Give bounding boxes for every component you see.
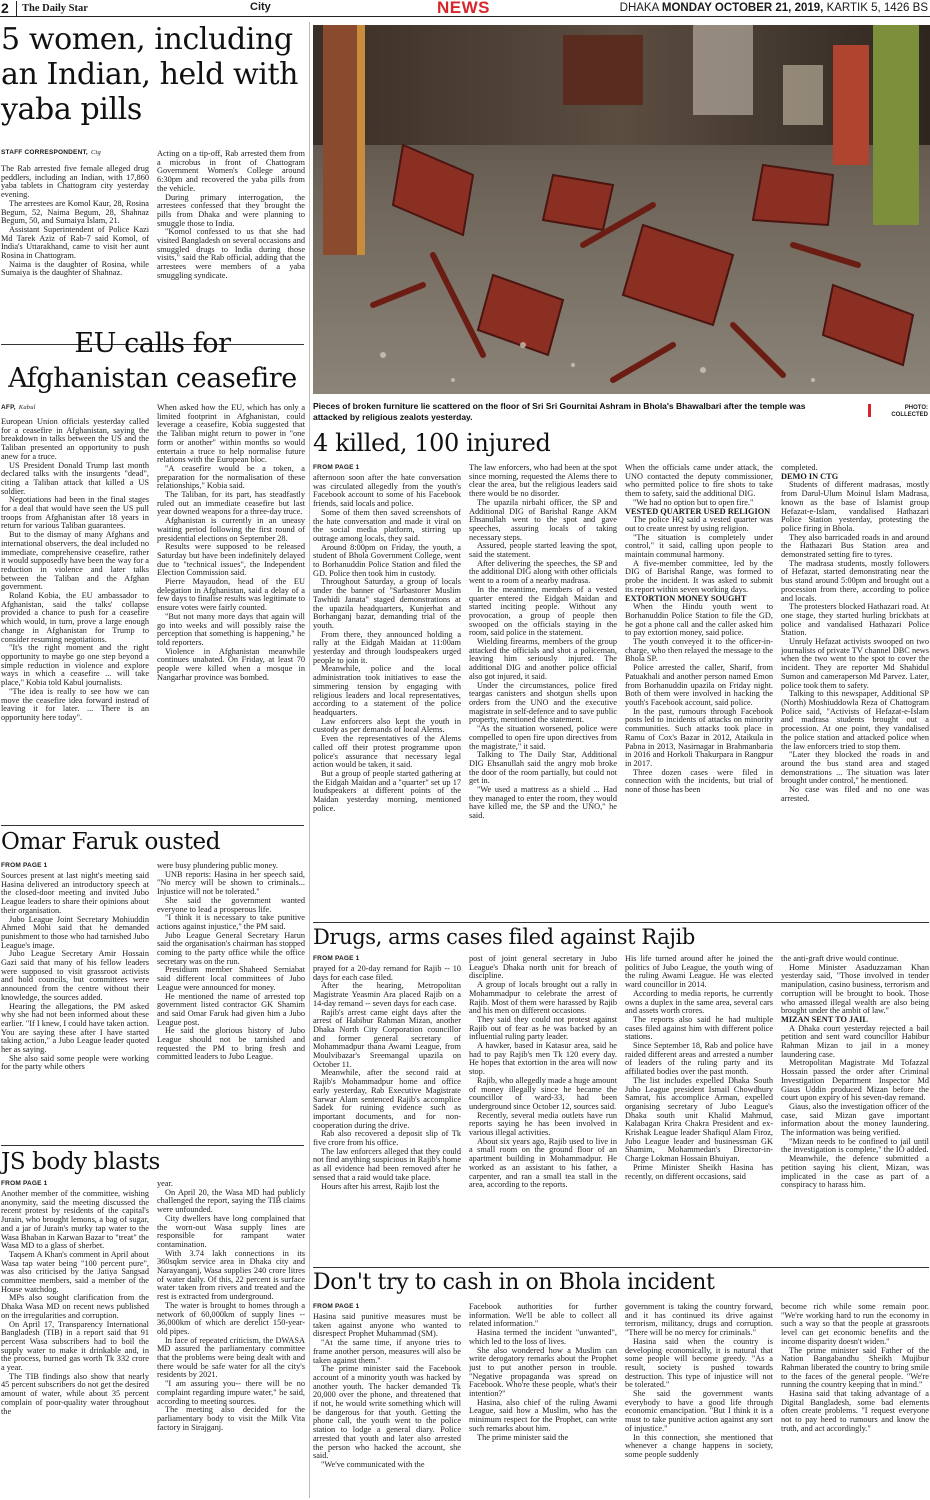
paragraph: Hasina said that taking advantage of a Digital Bangladesh, some bad elements often create problems. "I request everyone not to pay heed to rumours and know the truth, and act accordingly.": [781, 1389, 929, 1433]
paper-logo: The Daily Star: [16, 1, 88, 16]
paragraph: "Komol confessed to us that she had visited Bangladesh on several occasions and smuggled drugs to India during those visits," said the Rab official, adding that the arrestees were members of a yaba smuggling syndicate.: [157, 227, 305, 280]
paragraph: When the Hindu youth went to Borhanuddin Police Station to file the GD, he got a phone call and the caller asked him to pay extortion money, said police.: [625, 602, 773, 638]
js-headline: JS body blasts: [1, 1149, 160, 1175]
bhola-col-2: [469, 1303, 617, 1498]
paragraph: A group of locals brought out a rally in Mohammadpur to celebrate the arrest of Rajib. Most of them were harassed by Rajib and his men on different occasions.: [469, 980, 617, 1016]
omar-col-2: [157, 862, 305, 1142]
paragraph: The water is brought to homes through a network of 60,000km of supply lines -- 36,000km of which are derelict 150-year-old pipes.: [157, 1300, 305, 1336]
paragraph: post of joint general secretary in Jubo League's Dhaka north unit for breach of discipline.: [469, 955, 617, 981]
paragraph: Unruly Hefazat activists swooped on two journalists of private TV channel DBC news when the two went to the spot to cover the incident. They are reporter Md Shahidul Sumon and cameraperson Md Parvez. Later, police took them to safety.: [781, 637, 929, 690]
paragraph: On April 20, the Wasa MD had publicly challenged the report, saying the TIB claims were unfounded.: [157, 1187, 305, 1215]
js-col-1: [1, 1190, 149, 1498]
bhola-col-1: [313, 1313, 461, 1498]
paragraph: Around 8:00pm on Friday, the youth, a student of Bhola Government College, went to Borhanuddin Police Station and filed the GD. Police then took him in custody.: [313, 542, 461, 578]
divider: [1, 825, 304, 826]
eu-headline: EU calls for Afghanistan ceasefire: [8, 328, 297, 394]
paragraph: On April 17, Transparency International Bangladesh (TIB) in a report said that 91 percent Wasa subscribers had to boil the supply water to make it drinkable and, in the process, burned gas worth Tk 332 crore a year.: [1, 1319, 149, 1373]
paragraph: Students of different madrasas, mostly from Darul-Ulum Moinul Islam Madrasa, known as the base of Islamist group Hefazat-e-Islam, vandalised Hathazari Police Station yesterday, protesting the police firing in Bhola.: [781, 480, 929, 533]
eu-col-2: [157, 404, 305, 818]
paragraph: A hawker, based in Katasur area, said he had to pay Rajib's men Tk 120 every day. He hopes that extortion in the area will now stop.: [469, 1041, 617, 1077]
paragraph: She also wondered how a Muslim can write derogatory remarks about the Prophet just to put another person in trouble. "Negative propaganda was spread on Facebook. Who're these people, what's their intention?": [469, 1345, 617, 1399]
paragraph: Another member of the committee, wishing anonymity, said the meeting discussed the recent protest by residents of the capital's Jurain, who brought lemons, a bag of sugar, and a jar of Jurain's murky tap water to the Wasa Bhaban in Karwan Bazar to "treat" the Wasa MD to a glass of sherbet.: [1, 1190, 149, 1251]
drugs-col-1: [313, 965, 461, 1263]
page-number: 2: [1, 0, 9, 16]
credit-accent: [868, 404, 871, 417]
subheading: MIZAN SENT TO JAIL: [781, 1014, 868, 1024]
paragraph: The list includes expelled Dhaka South Jubo League president Ismail Chowdhury Samrat, his accomplice Arman, expelled organising secretary of Jubo League's Dhaka south unit Khalid Mahmud, Kalabagan Krira Chakra President and ex-Krishak League leader Shafiqul Alam Firoz, Jubo League leader and businessman GK Shamim, Mohammedan's Director-in-Charge Lokman Hossain Bhuiyan.: [625, 1075, 773, 1164]
paragraph: Jubo League Joint Secretary Mohiuddin Ahmed Mohi said that he demanded punishment to those who had tarnished Jubo League's image.: [1, 914, 149, 950]
paragraph: Assured, people started leaving the spot, said the statement.: [469, 541, 617, 560]
paragraph: According to media reports, he currently owns a duplex in the same area, several cars and assets worth crores.: [625, 988, 773, 1016]
yaba-col-2: [157, 150, 305, 340]
paragraph: Law enforcers also kept the youth in custody as per demands of local Alems.: [313, 716, 461, 735]
killed-col-2: [469, 464, 617, 920]
subheading: VESTED QUARTER USED RELIGION: [625, 506, 771, 516]
paragraph: When the officials came under attack, the UNO contacted the deputy commissioner, who permitted police to fire shots to take them to safety, said the additional DIG.: [625, 464, 773, 499]
column-divider: [309, 22, 310, 1498]
paragraph: prayed for a 20-day remand for Rajib -- 10 days for each case filed.: [313, 965, 461, 982]
yaba-col-1: [1, 165, 149, 338]
paragraph: After the hearing, Metropolitan Magistrate Yeasmin Ara placed Rajib on a 14-day remand -- seven days for each case.: [313, 981, 461, 1008]
paragraph: "The situation is completely under control," it said, calling upon people to maintain communal harmony.: [625, 532, 773, 560]
paragraph: The prime minister said the: [477, 1432, 569, 1442]
paragraph: Hasina said when the country is developing economically, it is natural that some people will become greedy. "As a result, society is pushed towards destruction. This type of injustice will not be tolerated.": [625, 1336, 773, 1390]
temple-vandalism-photo: [313, 25, 930, 394]
paragraph: The youth conveyed it to the officer-in-charge, who then relayed the message to the Bhola SP.: [625, 637, 773, 664]
paragraph: The protesters blocked Hathazari road. At one stage, they started hurling brickbats at police and vandalised Hathazari Police Station.: [781, 602, 929, 638]
paragraph: In this connection, she mentioned that whenever a change happens in society, some people suddenly: [625, 1432, 773, 1459]
paragraph: Talking to The Daily Star, Additional DIG Ehsanullah said the angry mob broke the door of the room partially, but could not get in.: [469, 750, 617, 786]
paragraph: Jubo League Secretary Amir Hossain Gazi said that many of his fellow leaders were supposed to visit grassroot activists and hold councils, but committees were announced from the centre without their knowledge, the sources added.: [1, 949, 149, 1002]
bhola-headline: Don't try to cash in on Bhola incident: [313, 1270, 715, 1295]
paragraph: Taqsem A Khan's comment in April about Wasa tap water being "100 percent pure", was also criticised by the Jatiya Sangsad committee members, said a member of the House watchdog.: [1, 1249, 149, 1294]
paragraph: With 3.74 lakh connections in its 360sqkm service area in Dhaka city and Narayanganj, Wasa supplies 240 crore litres of water daily. Of this, 22 percent is surface water taken from rivers and treated and the rest is extracted from underground.: [157, 1248, 305, 1302]
paragraph: The law enforcers, who had been at the spot since morning, requested the Alems there to clear the area, but the religious leaders said there would be no disorder.: [469, 464, 617, 499]
paragraph: "The idea is really to see how we can move the ceasefire idea forward instead of leaving it for later. ... There is an opportunity here today".: [1, 686, 149, 722]
omar-byline: FROM PAGE 1: [1, 862, 48, 869]
paragraph: Giaus, also the investigation officer of the case, said Mizan gave important information about the money laundering. The information was being verified.: [781, 1101, 929, 1138]
paragraph: Throughout Saturday, a group of locals under the banner of "Sarbastorer Muslim Tawhidi Janata" staged demonstrations at the upazila headquarters, Kunjerhat and Borhanganj bazar, demanding trial of the youth.: [313, 577, 461, 630]
paragraph: They also barricaded roads in and around the Hathazari Bus Station area and demonstrated setting fire to tyres.: [781, 532, 929, 560]
paragraph: Assistant Superintendent of Police Kazi Md Tarek Aziz of Rab-7 said Komol, of India's Uttarakhand, came to visit her aunt Rosina in Chattogram.: [1, 224, 149, 261]
paragraph: Hours after his arrest, Rajib lost the: [321, 1181, 440, 1191]
paragraph: Sources present at last night's meeting said Hasina delivered an introductory speech at the closed-door meeting and invited Jubo League leaders to share their opinions about their organisation.: [1, 872, 149, 915]
paragraph: Three dozen cases were filed in connection with the incidents, but trial of none of those has been: [625, 767, 773, 795]
paragraph: The reports also said he had multiple cases filed against him with different police stations.: [625, 1014, 773, 1042]
paragraph: Metropolitan Magistrate Md Tofazzal Hossain passed the order after Criminal Investigation Department Inspector Md Giaus Uddin produced Mizan before the court upon expiry of his seven-day remand.: [781, 1058, 929, 1103]
paragraph: He mentioned the name of arrested top government listed contractor GK Shamim and said Omar Faruk had given him a Jubo League post.: [157, 991, 305, 1027]
paragraph: become rich while some remain poor. "We're working hard to run the economy in such a way so that the people at grassroots level can get economic benefits and the income disparity doesn't widen.": [781, 1303, 929, 1346]
paragraph: completed.: [781, 464, 818, 472]
paragraph: Afghanistan is currently in an uneasy waiting period following the first round of presidential elections on September 28.: [157, 516, 305, 543]
paragraph: year.: [157, 1180, 173, 1188]
paragraph: A Dhaka court yesterday rejected a bail petition and sent ward councillor Habibur Rahman Mizan to jail in a money laundering case.: [781, 1023, 929, 1059]
paragraph: "Mizan needs to be confined to jail until the investigation is complete," the IO added.: [781, 1136, 929, 1155]
paragraph: MPs also sought clarification from the Dhaka Wasa MD on recent news published on the irregularities and corruption.: [1, 1293, 149, 1320]
byline-location: Kabul: [18, 404, 36, 411]
paragraph: Roland Kobia, the EU ambassador to Afghanistan, said the talks' collapse provided a chance to push for a ceasefire which would, in turn, prove a large enough change in Afghanistan for Trump to consider resuming negotiations.: [1, 591, 149, 644]
paragraph: City dwellers have long complained that the worn-out Wasa supply lines are responsible for rampant water contamination.: [157, 1213, 305, 1249]
subheading: EXTORTION MONEY SOUGHT: [625, 593, 747, 603]
paragraph: "Later they blocked the roads in and around the bus stand area and staged demonstrations ... The situation was later brought under control," he mentioned.: [781, 750, 929, 786]
paragraph: She also said some people were working for the party while others: [1, 1053, 149, 1072]
dateline-date: MONDAY OCTOBER 21, 2019,: [661, 2, 824, 14]
paragraph: Presidium member Shaheed Serniabat said different local committees of Jubo League were announced for money.: [157, 965, 305, 992]
paragraph: "A ceasefire would be a token, a preparation for the normalisation of these relationships," Kobia said.: [157, 463, 305, 491]
paragraph: She said the government wanted everyone to lead a prosperous life.: [157, 895, 305, 914]
dateline-city: DHAKA: [619, 2, 659, 14]
omar-col-1: [1, 872, 149, 1142]
paragraph: After delivering the speeches, the SP and the additional DIG along with other officials went to a room of a nearby madrasa.: [469, 558, 617, 586]
killed-col-1: [313, 474, 461, 920]
paragraph: The meeting also decided for the parliamentary body to visit the Milk Vita factory in Sirajganj.: [157, 1405, 305, 1432]
paragraph: He said the glorious history of Jubo League should not be tarnished and requested the PM to bring fresh and committed leaders to Jubo League.: [157, 1026, 305, 1062]
paragraph: Naima is the daughter of Rosina, while Sumaiya is the daughter of Shahnaz.: [1, 259, 149, 278]
drugs-col-2: [469, 955, 617, 1263]
photo-credit: [880, 405, 928, 419]
photo-caption: Pieces of broken furniture lie scattered on the floor of Sri Sri Gournitai Ashram in Bhola's Bhawalbari after the temple was attacked by religious zealots yesterday.: [313, 401, 806, 422]
paragraph: Violence in Afghanistan meanwhile continues unabated. On Friday, at least 70 people were killed when a mosque in Nangarhar province was bombed.: [157, 646, 305, 682]
paragraph: Meanwhile, after the second raid at Rajib's Mohammadpur home and office early yesterday, Rab Executive Magistrate Sarwar Alam sentenced Rajib's accomplice Sadek for ruining evidence such as important documents, and for non-cooperation during the drive.: [313, 1068, 461, 1130]
paragraph: Under the circumstances, police fired teargas canisters and shotgun shells upon orders from the UNO and the executive magistrate in self-defence and to save public property, mentioned the statement.: [469, 680, 617, 725]
paragraph: the anti-graft drive would continue.: [781, 955, 899, 963]
paragraph: The Rab arrested five female alleged drug peddlers, including an Indian, with 17,860 yaba tablets in Chattogram city yesterday evening.: [1, 165, 149, 200]
paragraph: About six years ago, Rajib used to live in a small room on the ground floor of an apartment building in Mohammadpur. He worked as an assistant to his father, a carpenter, and ran a small tea stall in the area, according to the reports.: [469, 1136, 617, 1190]
paragraph: "We used a mattress as a shield ... Had they managed to enter the room, they would have killed me, the SP and the UNO," he said.: [469, 785, 617, 821]
paragraph: Acting on a tip-off, Rab arrested them from a microbus in front of Chattogram Government Women's College around 6:30pm and recovered the yaba pills from the vehicle.: [157, 150, 305, 193]
paragraph: US President Donald Trump last month declared talks with the insurgents "dead", citing a Taliban attack that killed a US soldier.: [1, 460, 149, 496]
paragraph: The Taliban, for its part, has steadfastly ruled out an immediate ceasefire but last year downed weapons for a three-day truce.: [157, 490, 305, 517]
omar-headline: Omar Faruk ousted: [1, 829, 221, 855]
paragraph: The madrasa students, mostly followers of Hefazat, started demonstrating near the bus stand around 5:00pm and brought out a procession from there, according to police and locals.: [781, 558, 929, 603]
paragraph: Meanwhile, the defence submitted a petition saying his client, Mizan, was implicated in the case as part of a conspiracy to harass him.: [781, 1154, 929, 1190]
paragraph: A five-member committee, led by the DIG of Barishal Range, was formed to probe the incident. It was asked to submit its report within seven working days.: [625, 558, 773, 594]
eu-col-1: [1, 418, 149, 818]
paragraph: But a group of people started gathering at the Eidgah Maidan and a "quarter" set up 17 loudspeakers at different points of the Maidan yesterday morning, mentioned police.: [313, 768, 461, 813]
paragraph: Rab also recovered a deposit slip of Tk five crore from his office.: [313, 1129, 461, 1148]
paragraph: The arrestees are Komol Kaur, 28, Rosina Begum, 52, Naima Begum, 28, Shahnaz Begum, 50, and Sumaiya Islam, 21.: [1, 198, 149, 226]
paragraph: Results were supposed to be released Saturday but have been indefinitely delayed due to "technical issues", the Independent Election Commission said.: [157, 542, 305, 578]
paragraph: The prime minister said the Facebook account of a minority youth was hacked by another youth. The hacker demanded Tk 20,000 over the phone, and threatened that if not, he would write something which will be dangerous for that youth. Getting the phone call, the youth went to the police station to lodge a general diary. Police arrested that youth and later also arrested the person who hacked the account, she said.: [313, 1364, 461, 1461]
paragraph: Hasina said punitive measures must be taken against anyone who wanted to disrespect Prophet Muhammad (SM).: [313, 1313, 461, 1339]
paragraph: government is taking the country forward, and it has continued its drive against terrorism, militancy, drugs and corruption. "There will be no mercy for criminals.": [625, 1303, 773, 1338]
paragraph: Jubo League General Secretary Harun said the organisation's chairman has stopped coming to the party office while the office secretary was on the run.: [157, 930, 305, 966]
photo-credit-label: PHOTO:: [904, 405, 928, 411]
paragraph: During primary interrogation, the arrestees confessed that they brought the pills from Dhaka and were planning to smuggle those to India.: [157, 192, 305, 228]
masthead: [0, 0, 930, 17]
section-label: City: [250, 1, 271, 13]
eu-byline: [1, 404, 36, 411]
drugs-byline: FROM PAGE 1: [313, 955, 360, 962]
photo-credit-name: COLLECTED: [891, 412, 928, 418]
paragraph: They said they could not protest against Rajib out of fear as he was backed by an influential ruling party leader.: [469, 1014, 617, 1042]
killed-col-3: [625, 464, 773, 920]
paragraph: Recently, several media outlets have run reports saying he has been involved in various illegal activities.: [469, 1110, 617, 1138]
killed-headline: 4 killed, 100 injured: [313, 429, 551, 457]
paragraph: Prime Minister Sheikh Hasina has recently, on different occasions, said: [625, 1162, 773, 1181]
bhola-byline: FROM PAGE 1: [313, 1303, 360, 1310]
paragraph: were busy plundering public money.: [157, 862, 278, 870]
subheading: DEMO IN CTG: [781, 471, 839, 481]
paragraph: Negotiations had been in the final stages for a deal that would have seen the US pull troops from Afghanistan after 18 years in return for various Taliban guarantees.: [1, 495, 149, 531]
paragraph: Hasina termed the incident "unwanted", which led to the loss of lives.: [469, 1328, 617, 1346]
paragraph: "We've communicated with the: [321, 1459, 425, 1469]
yaba-headline: 5 women, including an Indian, held with yaba pills: [1, 22, 299, 127]
paragraph: From there, they announced holding a rally at the Eidgah Maidan at 11:00am yesterday and through loudspeakers urged people to join it.: [313, 629, 461, 665]
paragraph: Pierre Mayaudon, head of the EU delegation in Afghanistan, said a delay of a few days to finalise results was legitimate to ensure votes were fairly counted.: [157, 577, 305, 613]
killed-col-4: [781, 464, 929, 920]
paragraph: "We had no option but to open fire.": [633, 497, 754, 507]
paragraph: His life turned around after he joined the politics of Jubo League, the youth wing of the ruling Awami League. He was elected ward councillor in 2014.: [625, 955, 773, 990]
paragraph: Facebook authorities for further information. We'll be able to collect all related information.": [469, 1303, 617, 1329]
paragraph: Rajib, who allegedly made a huge amount of money illegally since he became the councillor of ward-33, had been underground since October 12, sources said.: [469, 1075, 617, 1111]
paragraph: Talking to this newspaper, Additional SP (North) Moshiuddowla Reza of Chattogram Police said, "Activists of Hefazat-e-Islam and madrasa students brought out a procession. At one point, they vandalised the police station and attacked police when the law enforcers tried to stop them.: [781, 689, 929, 751]
paragraph: Since September 18, Rab and police have raided different areas and arrested a number of leaders of the ruling party and its affiliated bodies over the past month.: [625, 1041, 773, 1077]
paragraph: Rajib's arrest came eight days after the arrest of Habibur Rahman Mizan, another Dhaka North City Corporation councillor and former general secretary of Mohammadpur thana Awami League, from Moulvibazar's Sreemangal upazila on October 11.: [313, 1007, 461, 1069]
paragraph: Hearing the allegations, the PM asked why she had not been informed about these earlier. "If I knew, I could have taken action. You are saying these after I have started taking action," a Jubo League leader quoted her as saying.: [1, 1001, 149, 1055]
paragraph: Even the representatives of the Alems called off their protest programme upon police's assurance that necessary legal action would be taken, it said.: [313, 734, 461, 770]
byline-text: AFP,: [1, 404, 16, 411]
paragraph: When asked how the EU, which has only a limited footprint in Afghanistan, could leverage a ceasefire, Kobia suggested that the Taliban might return to power in "one form or another" within months so would entertain a truce to help normalise future relations with the European bloc.: [157, 404, 305, 465]
paragraph: In the meantime, members of a vested quarter entered the Eidgah Maidan and started inciting people. Without any provocation, a group of people then swooped on the officials staying in the room, said police in the statement.: [469, 584, 617, 638]
paragraph: No case was filed and no one was arrested.: [781, 785, 929, 803]
paragraph: The upazila nirbahi officer, the SP and Additional DIG of Barishal Range AKM Ehsanullah went to the spot and gave speeches, assuring locals of taking necessary steps.: [469, 497, 617, 542]
paragraph: Meanwhile, police and the local administration took initiatives to ease the simmering tension by engaging with religious leaders and local representatives, according to a statement of the police headquarters.: [313, 664, 461, 717]
paragraph: Home Minister Asaduzzaman Khan yesterday said, "Those involved in tender manipulation, casino business, terrorism and corruption will be brought to book. Those who amassed illegal wealth are also being brought under the ambit of law.": [781, 962, 929, 1016]
divider: [1, 1145, 304, 1146]
drugs-col-3: [625, 955, 773, 1263]
paragraph: The law enforcers alleged that they could not find anything suspicious in Rajib's home as all evidence had been removed after he sensed that a raid would take place.: [313, 1146, 461, 1182]
paragraph: Police arrested the caller, Sharif, from Patuakhali and another person named Emon from Borhanuddin upazila on Friday night. Both of them were involved in hacking the youth's Facebook account, said police.: [625, 663, 773, 707]
drugs-col-4: [781, 955, 929, 1263]
paragraph: Hasina, also chief of the ruling Awami League, said how a Muslim, who has the minimum respect for the Prophet, can write such remarks about him.: [469, 1397, 617, 1433]
paragraph: Some of them then saved screenshots of the hate conversation and made it viral on the social media platform, stirring up outrage among locals, they said.: [313, 507, 461, 543]
yaba-byline: [1, 149, 101, 156]
paragraph: The police HQ said a vested quarter was out to create unrest by using religion.: [625, 515, 773, 533]
paragraph: "I think it is necessary to take punitive actions against injustice," the PM said.: [157, 913, 305, 931]
killed-byline: FROM PAGE 1: [313, 464, 360, 471]
paragraph: But to the dismay of many Afghans and international observers, the deal included no immediate, comprehensive ceasefire, rather it would supposedly have been the way for a reduction in violence and later talks between the Taliban and the Afghan government.: [1, 530, 149, 592]
paragraph: In face of repeated criticism, the DWASA MD assured the parliamentary committee that the problems were being dealt with and there would be safe water for all the city's residents by 2021.: [157, 1335, 305, 1380]
dateline: [620, 0, 928, 16]
paragraph: Wielding firearms, members of the group attacked the officials and shot a policeman, leaving him seriously injured. The additional DIG and another police official also got injured, it said.: [469, 637, 617, 681]
paragraph: The TIB findings also show that nearly 45 percent subscribers do not get the desired amount of water, while about 35 percent complain of poor-quality water throughout the: [1, 1371, 149, 1416]
paragraph: European Union officials yesterday called for a ceasefire in Afghanistan, saying the breakdown in talks between the US and the Taliban presented an opportunity to push anew for a truce.: [1, 418, 149, 461]
paragraph: "It's the right moment and the right opportunity to maybe go one step beyond a simple reduction in violence and explore ways in which a ceasefire ... will take place," Kobia told Kabul journalists.: [1, 643, 149, 688]
paragraph: She said the government wants everybody to have a good life through economic emancipation. "But I think it is a must to take punitive action against any sort of injustice.": [625, 1389, 773, 1433]
paragraph: "I am assuring you-- there will be no complaint regarding impure water," he said, according to meeting sources.: [157, 1379, 305, 1406]
paragraph: "But not many more days that again will go into weeks and will possibly raise the perception that something is happening," he told reporters.: [157, 611, 305, 647]
drugs-headline: Drugs, arms cases filed against Rajib: [313, 925, 695, 949]
paragraph: "As the situation worsened, police were compelled to open fire upon directives from the magistrate," it said.: [469, 724, 617, 751]
paragraph: The prime minister said Father of the Nation Bangabandhu Sheikh Mujibur Rahman liberated the country to bring smile to the faces of the general people. "We're running the country keeping that in mind.": [781, 1345, 929, 1390]
js-col-2: [157, 1180, 305, 1498]
paragraph: In the past, rumours through Facebook posts led to incidents of attacks on minority communities. Such attacks took place in Ramu of Cox's Bazar in 2012, Ataikula in Pabna in 2013, Nasirnagar in Brahmanbaria in 2016 and Horkoli Thakurpara in Rangpur in 2017.: [625, 706, 773, 768]
paragraph: afternoon soon after the hate conversation was circulated allegedly from the youth's Facebook account to some of his Facebook friends, said locals and police.: [313, 474, 461, 509]
dateline-bangla-date: KARTIK 5, 1426 BS: [826, 2, 928, 14]
news-label: NEWS: [437, 0, 490, 17]
bhola-col-3: [625, 1303, 773, 1498]
js-byline: FROM PAGE 1: [1, 1180, 48, 1187]
paragraph: "At the same time, if anyone tries to frame another person, measures will also be taken against them.": [313, 1338, 461, 1365]
byline-location: Ctg: [90, 149, 101, 156]
bhola-col-4: [781, 1303, 929, 1498]
byline-text: STAFF CORRESPONDENT,: [1, 149, 88, 156]
paragraph: UNB reports: Hasina in her speech said, "No mercy will be shown to criminals... Injustice will not be tolerated.": [157, 869, 305, 897]
